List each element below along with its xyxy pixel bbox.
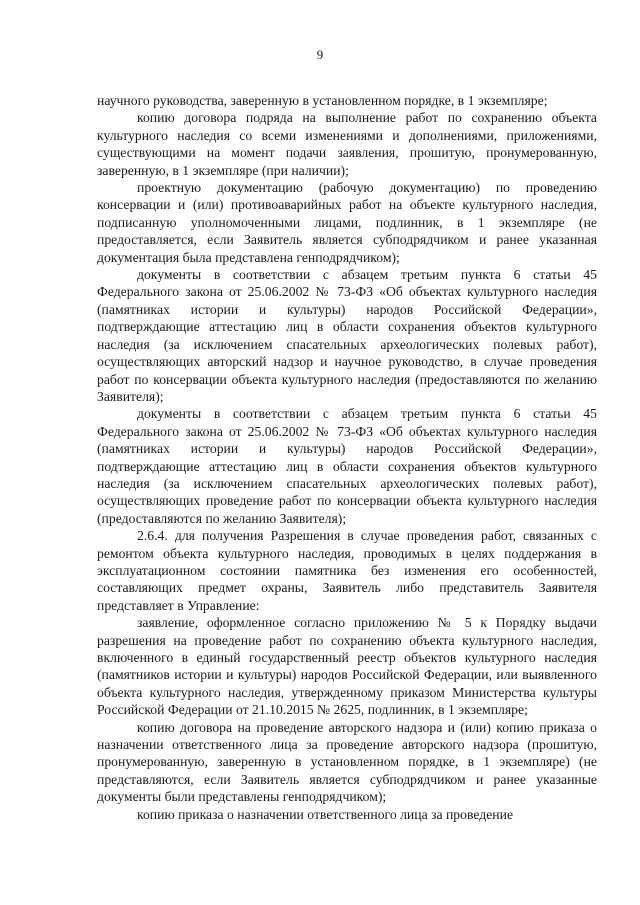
page-number: 9 [316, 47, 324, 62]
paragraph-attestation-conservation: документы в соответствии с абзацем третьим пункта 6 статьи 45 Федерального закона от 25.06.2002 № 73-ФЗ «Об объектах культурного наследия (памятниках истории и культуры) народов Российской Федерации», подтверждающие аттестацию лиц в области сохранения объектов культурного наследия (за исключением спасательных археологических полевых работ), осуществляющих проведение работ по консервации объекта культурного наследия (предоставляются по желанию Заявителя); [97, 406, 597, 526]
paragraph-project-documentation: проектную документацию (рабочую документацию) по проведению консервации и (или) противоаварийных работ на объекте культурного наследия, подписанную уполномоченными лицами, подлинник, в 1 экземпляре (не предоставляется, если Заявитель является субподрядчиком и ранее указанная документация была представлена генподрядчиком); [97, 180, 597, 265]
paragraph-order-copy: копию приказа о назначении ответственного лица за проведение [137, 806, 514, 822]
paragraph-contract-copy: копию договора подряда на выполнение работ по сохранению объекта культурного наследия со всеми изменениями и дополнениями, приложениями, существующими на момент подачи заявления, прошитую, пронумерованную, заверенную, в 1 экземпляре (при наличии); [97, 110, 597, 178]
paragraph-section-2-6-4: 2.6.4. для получения Разрешения в случае проведения работ, связанных с ремонтом объекта культурного наследия, проводимых в целях поддержания в эксплуатационном состоянии памятника без изменения его особенностей, составляющих предмет охраны, Заявитель либо представитель Заявителя представляет в Управление: [97, 528, 597, 613]
document-body [97, 92, 597, 823]
paragraph-continuation: научного руководства, заверенную в установленном порядке, в 1 экземпляре; [97, 93, 548, 108]
paragraph-application: заявление, оформленное согласно приложению № 5 к Порядку выдачи разрешения на проведение работ по сохранению объекта культурного наследия, включенного в единый государственный реестр объектов культурного наследия (памятников истории и культуры) народов Российской Федерации, или выявленного объекта культурного наследия, утвержденному приказом Министерства культуры Российской Федерации от 21.10.2015 № 2625, подлинник, в 1 экземпляре; [97, 615, 597, 718]
paragraph-supervision-contract: копию договора на проведение авторского надзора и (или) копию приказа о назначении ответственного лица за проведение авторского надзора (прошитую, пронумерованную, заверенную в установленном порядке, в 1 экземпляре) (не представляются, если Заявитель является субподрядчиком и ранее указанные документы были представлены генподрядчиком); [97, 719, 597, 805]
paragraph-attestation-supervision: документы в соответствии с абзацем третьим пункта 6 статьи 45 Федерального закона от 25.06.2002 № 73-ФЗ «Об объектах культурного наследия (памятниках истории и культуры) народов Российской Федерации», подтверждающие аттестацию лиц в области сохранения объектов культурного наследия (за исключением спасательных археологических полевых работ), осуществляющих авторский надзор и научное руководство, в случае проведения работ по консервации объекта культурного наследия (предоставляются по желанию Заявителя); [97, 267, 597, 404]
